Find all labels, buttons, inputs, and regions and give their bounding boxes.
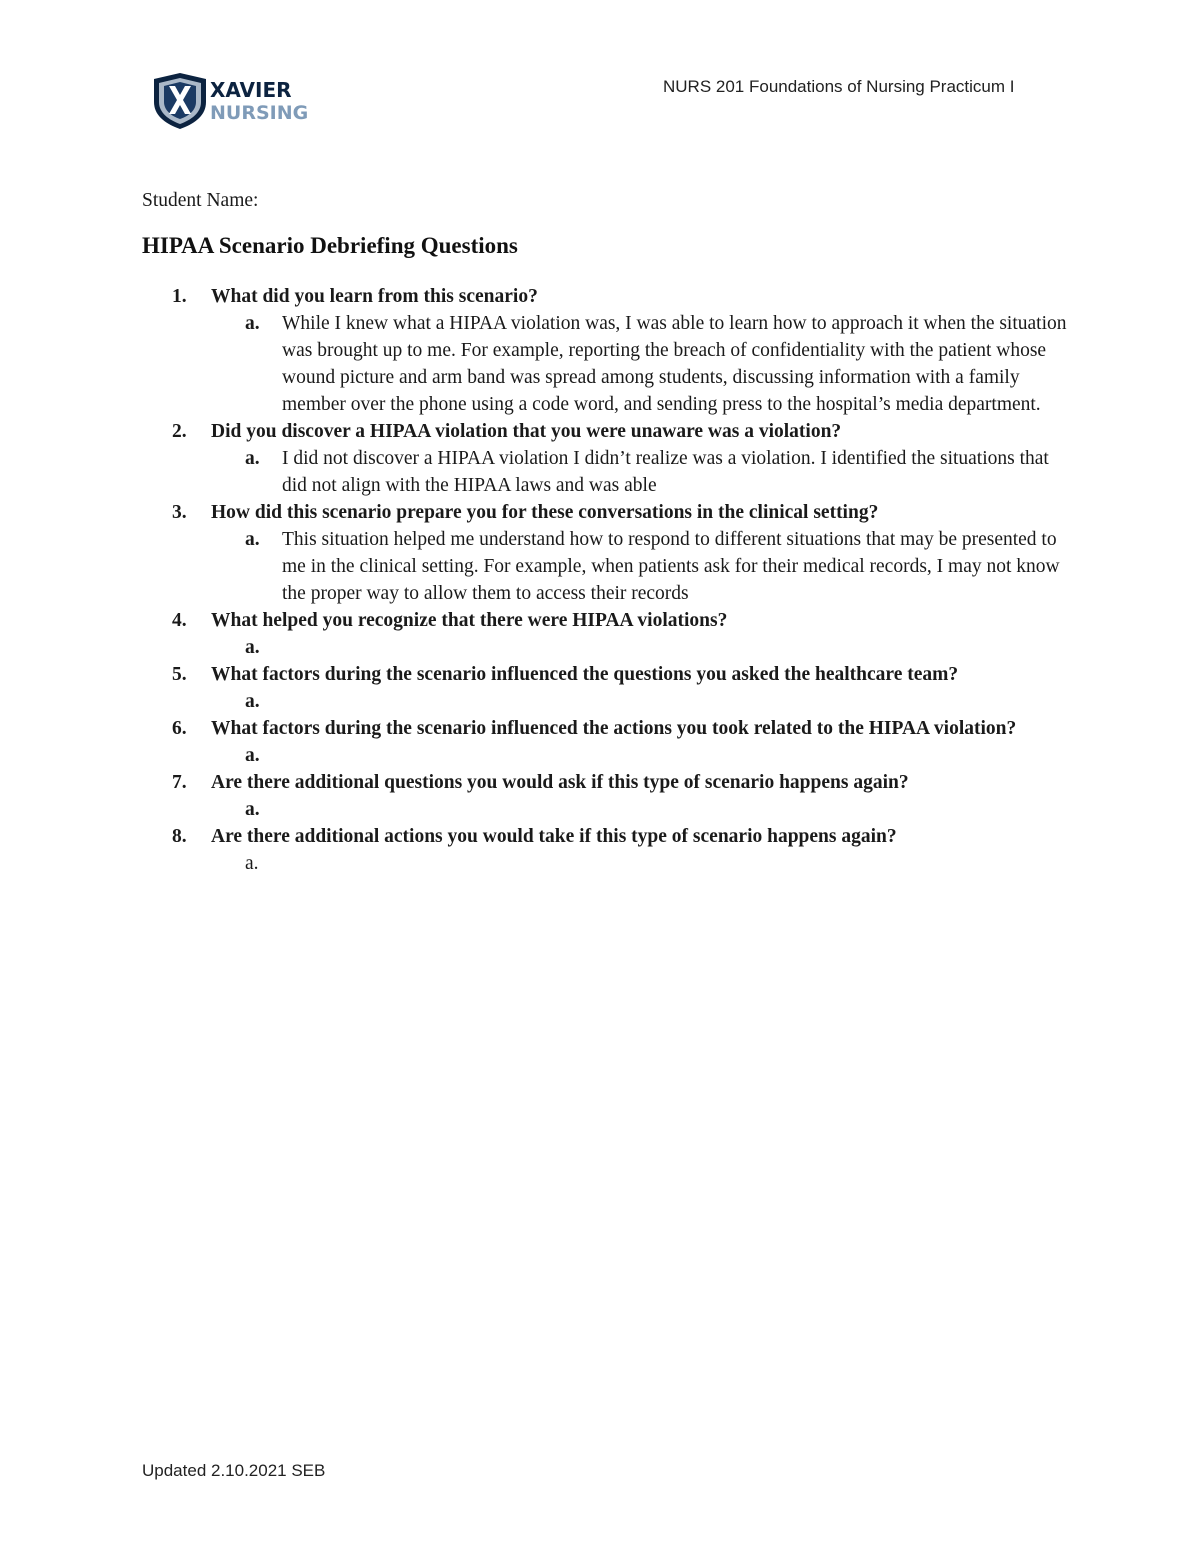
answer-item [211,688,1072,715]
question-text: Are there additional actions you would take if this type of scenario happens again? [211,826,897,847]
answer-item [211,310,1072,418]
answer-marker: a. [245,691,260,712]
question-item [172,283,1072,418]
question-number: 2. [172,421,187,442]
answer-item [211,742,1072,769]
question-item [172,499,1072,607]
course-title: NURS 201 Foundations of Nursing Practicum I [663,77,1015,96]
answer-item [211,850,1072,877]
answer-item [211,796,1072,823]
document-title: HIPAA Scenario Debriefing Questions [142,233,518,258]
xavier-nursing-logo [150,72,310,130]
answer-marker: a. [245,529,260,550]
question-item [172,418,1072,499]
question-number: 3. [172,502,187,523]
question-number: 1. [172,286,187,307]
answer-marker: a. [245,799,260,820]
question-number: 8. [172,826,187,847]
answer-marker: a. [245,448,260,469]
question-number: 7. [172,772,187,793]
answer-text: While I knew what a HIPAA violation was, I was able to learn how to approach it when the situation was brought up to me. For example, reporting the breach of confidentiality with the patient whose wound picture and arm band was spread among students, discussing information with a family member over the phone using a code word, and sending press to the hospital’s media department. [282,313,1067,415]
question-number: 5. [172,664,187,685]
question-text: What factors during the scenario influenced the questions you asked the healthcare team? [211,664,959,685]
question-item [172,769,1072,823]
answer-text: I did not discover a HIPAA violation I didn’t realize was a violation. I identified the situations that did not align with the HIPAA laws and was able [282,448,1049,496]
question-text: What helped you recognize that there were HIPAA violations? [211,610,728,631]
question-text: What did you learn from this scenario? [211,286,538,307]
question-text: Did you discover a HIPAA violation that you were unaware was a violation? [211,421,842,442]
answer-marker: a. [245,313,260,334]
question-item [172,715,1072,769]
question-item [172,661,1072,715]
answer-text: This situation helped me understand how to respond to different situations that may be presented to me in the clinical setting. For example, when patients ask for their medical records, I may not know the proper way to allow them to access their records [282,529,1060,604]
question-text: How did this scenario prepare you for these conversations in the clinical setting? [211,502,879,523]
logo-wordmark-line1: XAVIER [210,78,292,102]
answer-item [211,634,1072,661]
footer-updated-note: Updated 2.10.2021 SEB [142,1461,326,1480]
question-number: 4. [172,610,187,631]
question-item [172,607,1072,661]
question-item [172,823,1072,877]
question-text: Are there additional questions you would ask if this type of scenario happens again? [211,772,909,793]
answer-marker: a. [245,853,259,874]
answer-marker: a. [245,637,260,658]
answer-marker: a. [245,745,260,766]
answer-item [211,526,1072,607]
question-number: 6. [172,718,187,739]
question-text: What factors during the scenario influenced the actions you took related to the HIPAA violation? [211,718,1017,739]
student-name-label: Student Name: [142,190,259,211]
logo-wordmark-line2: NURSING [210,102,309,124]
question-list [172,283,1072,877]
answer-item [211,445,1072,499]
